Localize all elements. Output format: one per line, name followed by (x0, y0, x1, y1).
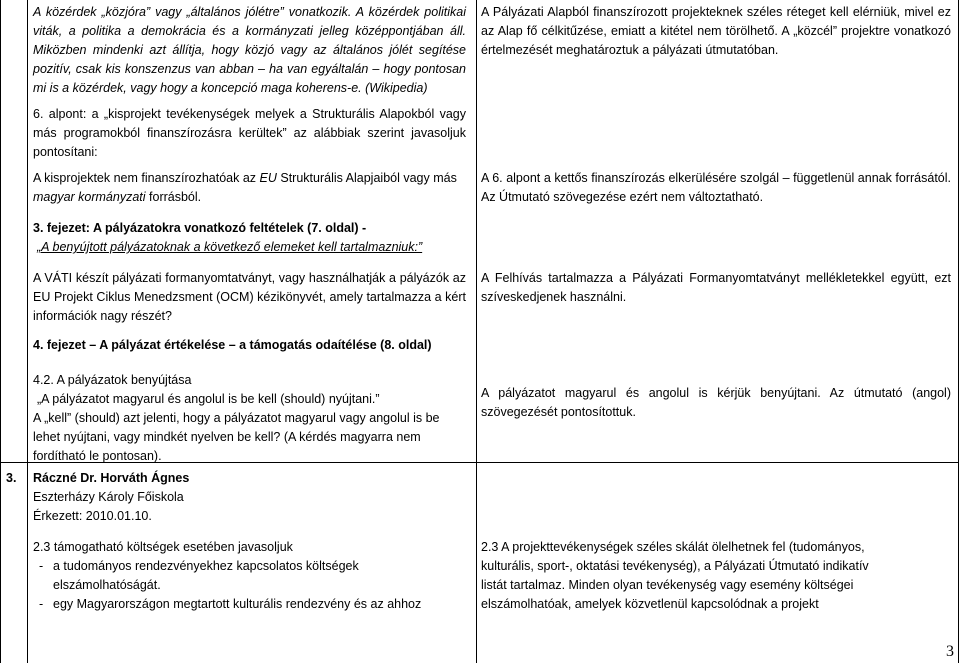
submission-language-question: 4.2. A pályázatok benyújtása „A pályázatot magyarul és angolul is be kell (should) nyújtani.” A „kell” (should) azt jelenti, hogy a pályázatot magyarul vagy angolul is be lehet nyújtani, vagy mindkét nyelven be kell? (A kérdés magyarra nem fordítható le pontosan). (33, 373, 440, 463)
vati-form-question: A VÁTI készít pályázati formanyomtatványt, vagy használhatják a pályázók az EU Projekt Ciklus Menedzsment (OCM) kézikönyvét, amely tartalmazza a kért információk nagy részét? (33, 271, 466, 323)
page-number: 3 (946, 643, 954, 660)
table-divider-middle (476, 0, 477, 663)
response-application-form: A Felhívás tartalmazza a Pályázati Formanyomtatványt mellékletekkel együtt, ezt szíveskedjenek használni. (481, 271, 951, 304)
response-subpoint-6: A 6. alpont a kettős finanszírozás elkerülésére szolgál – függetlenül annak forrásától. Az Útmutató szövegezése ezért nem változtatható. (481, 171, 951, 204)
public-interest-definition: A közérdek „közjóra” vagy „általános jólétre” vonatkozik. A közérdek politikai viták, a politika a demokrácia és a kormányzati jelleg középpontjában áll. Miközben mindenki azt állítja, hogy közjó vagy az általános jólét segítése pozitív, csak kis konszenzus van abban – ha van egyáltalán – hogy pontosan mi is a közérdek, vagy hogy a koncepció maga koherens-e. (Wikipedia) (33, 5, 466, 95)
proposal-list (33, 557, 466, 614)
chapter-4-heading: 4. fejezet – A pályázat értékelése – a támogatás odaítélése (8. oldal) (33, 338, 432, 352)
commenter-info: Ráczné Dr. Horváth Ágnes Eszterházy Károly Főiskola Érkezett: 2010.01.10. (33, 471, 190, 523)
small-project-rule: A kisprojektek nem finanszírozhatóak az EU Strukturális Alapjaiból vagy más magyar kormányzati forrásból. (33, 171, 457, 204)
list-item: - a tudományos rendezvényekhez kapcsolatos költségek elszámolhatóságát. (39, 559, 359, 592)
response-language: A pályázatot magyarul és angolul is kérjük benyújtani. Az útmutató (angol) szövegezését pontosítottuk. (481, 386, 951, 419)
list-item: - egy Magyarországon megtartott kulturális rendezvény és az ahhoz (39, 597, 422, 611)
response-eligible-costs: 2.3 A projekttevékenységek széles skálát ölelhetnek fel (tudományos, kulturális, sport-, oktatási tevékenység), a Pályázati Útmutató indikatív listát tartalmaz. Minden olyan tevékenység vagy esemény költségei elszámolhatóak, amelyek közvetlenül kapcsolódnak a projekt (481, 540, 869, 611)
table-border-left (0, 0, 1, 663)
table-divider-number-col (27, 0, 28, 663)
chapter-3-heading: 3. fejezet: A pályázatokra vonatkozó feltételek (7. oldal) - „A benyújtott pályázatoknak a következő elemeket kell tartalmazniuk:” (33, 221, 423, 254)
subpoint-6-proposal: 6. alpont: a „kisprojekt tevékenységek melyek a Strukturális Alapokból vagy más programokból finanszírozásra kerültek” az alábbiak szerint javasoljuk pontosítani: (33, 107, 466, 159)
eligible-costs-proposal: 2.3 támogatható költségek esetében javasoljuk - a tudományos rendezvényekhez kapcsolatos költségek elszámolhatóságát. - egy Magyarországon megtartott kulturális rendezvény és az ahhoz (33, 538, 466, 614)
row-number: 3. (6, 471, 17, 485)
response-public-interest: A Pályázati Alapból finanszírozott projekteknek széles réteget kell elérniük, mivel ez az Alap fő célkitűzése, emiatt a kitétel nem törölhető. A „közcél” projektre vonatkozó értelmezését meghatároztuk a pályázati útmutatóban. (481, 5, 951, 57)
